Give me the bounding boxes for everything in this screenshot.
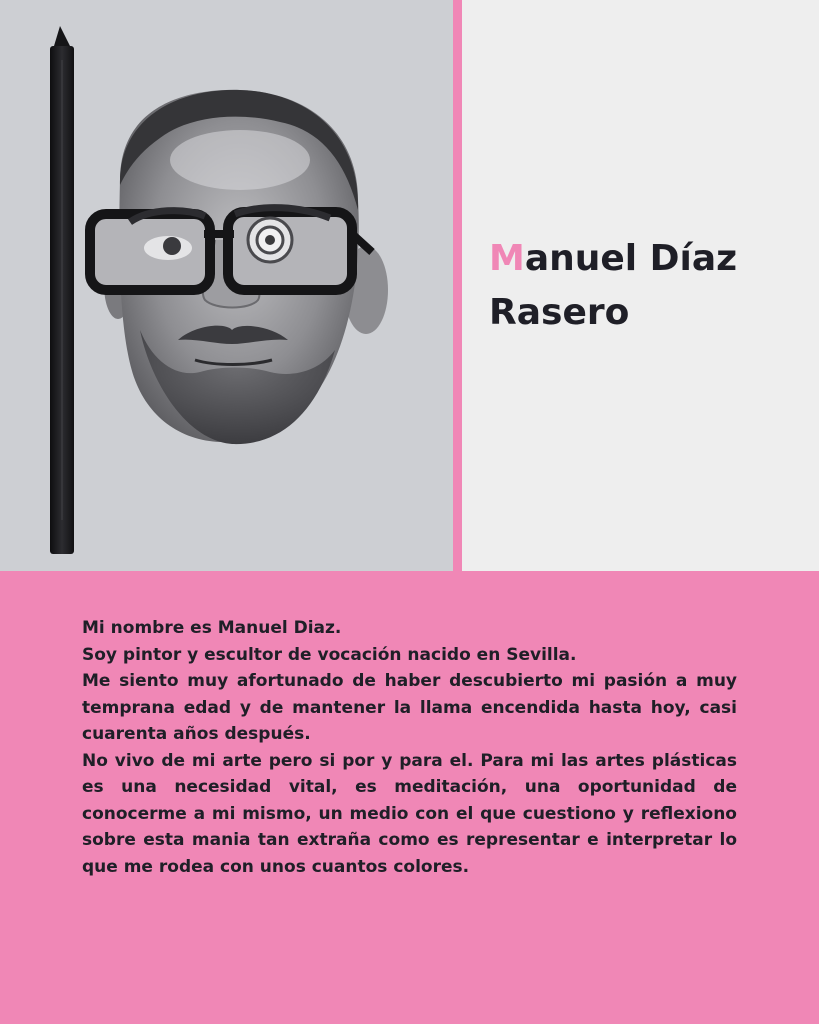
artist-bio [82, 615, 737, 880]
bio-paragraph-art: No vivo de mi arte pero si por y para el. Para mi las artes plásticas es una necesidad vital, es meditación, una oportunidad de conocerme a mi mismo, un medio con el que cuestiono y reflexiono sobre esta mania tan extraña como es representar e interpretar lo que me rodea con unos cuantos colores. [82, 750, 737, 877]
name-rest: anuel Díaz [524, 238, 738, 279]
bio-line-profession: Soy pintor y escultor de vocación nacido en Sevilla. [82, 644, 577, 665]
artist-name [489, 232, 809, 340]
pencil-portrait-drawing-icon [0, 0, 453, 571]
portrait-photo [0, 0, 453, 571]
bio-line-name: Mi nombre es Manuel Diaz. [82, 618, 342, 638]
bio-paragraph-passion: Me siento muy afortunado de haber descubierto mi pasión a muy temprana edad y de mantener la llama encendida hasta hoy, casi cuarenta años después. [82, 671, 737, 744]
name-initial: M [489, 238, 525, 279]
name-surname: Rasero [489, 292, 630, 333]
